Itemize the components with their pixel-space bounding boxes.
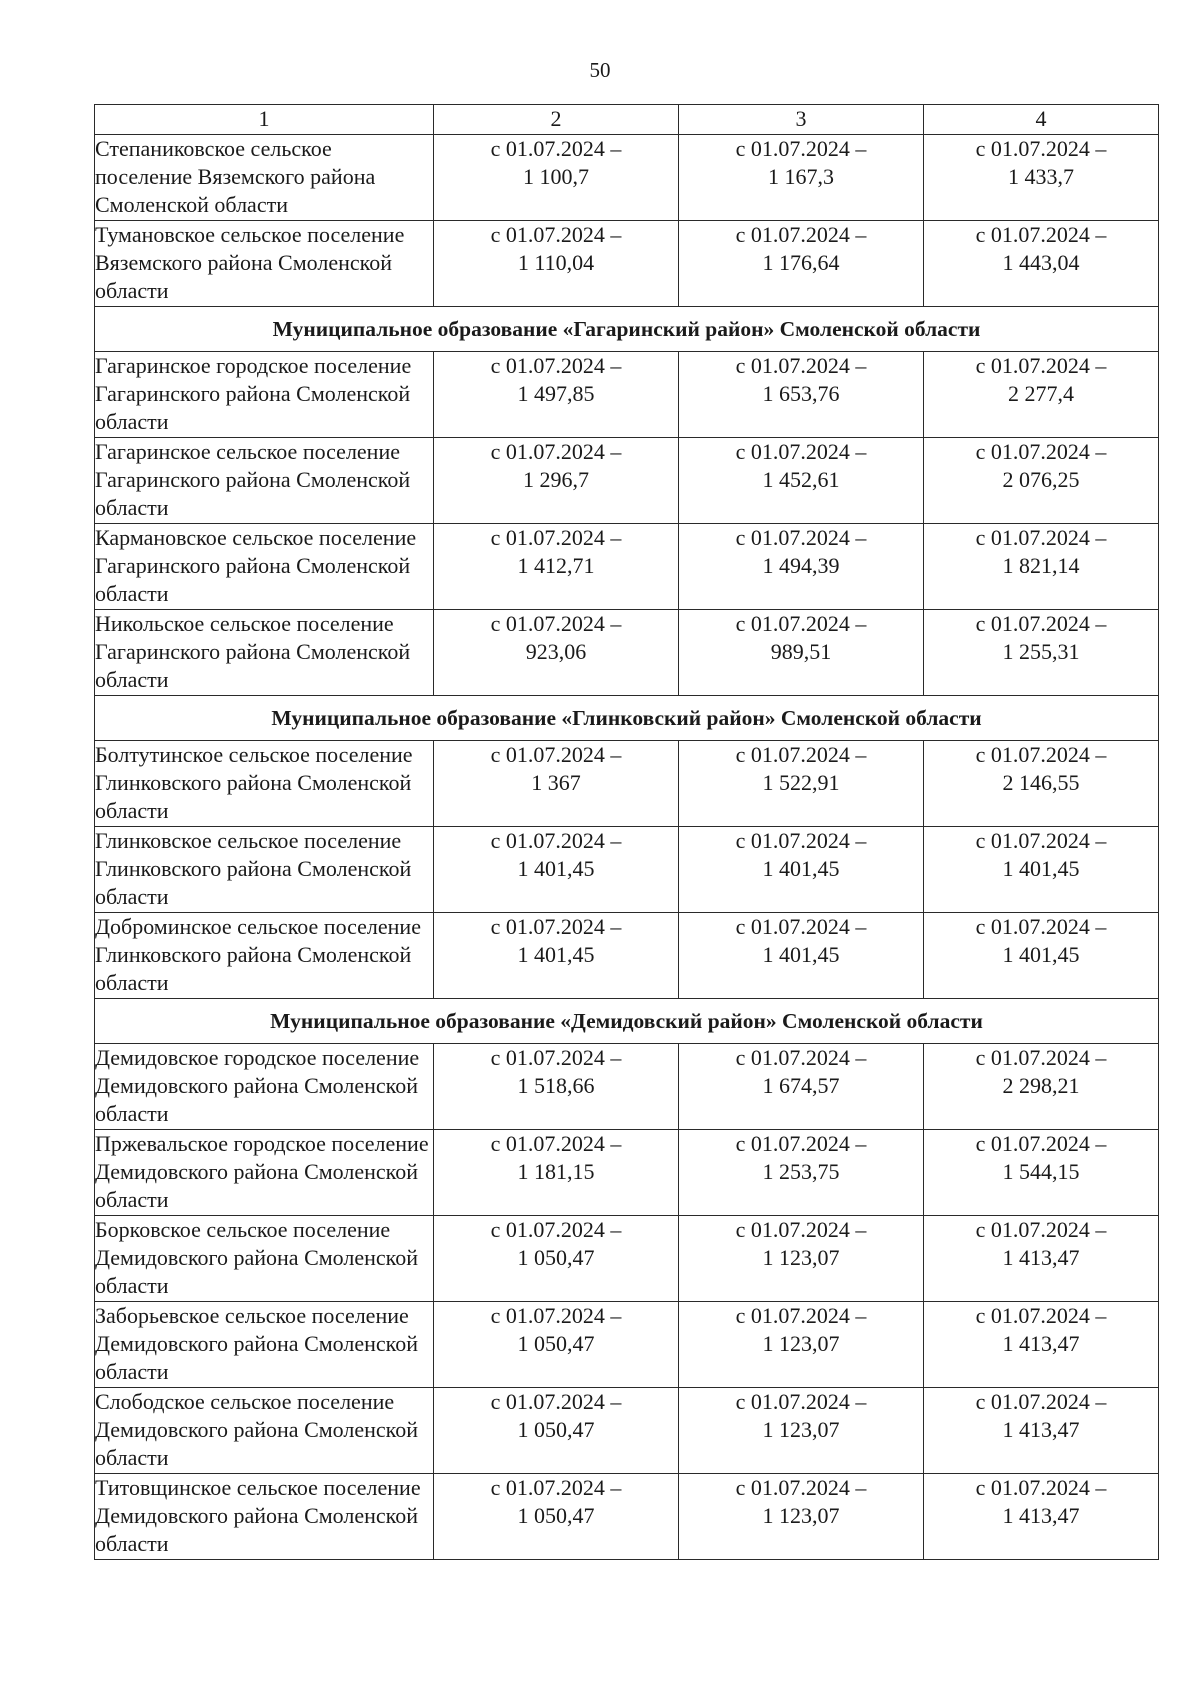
table-row bbox=[95, 438, 1159, 524]
rate-value: 1 821,14 bbox=[1002, 553, 1080, 578]
rate-value: 1 050,47 bbox=[517, 1331, 595, 1356]
effective-date: с 01.07.2024 – bbox=[735, 611, 867, 636]
rate-value: 1 401,45 bbox=[762, 942, 840, 967]
value-cell-col4 bbox=[924, 1302, 1159, 1388]
column-number-4: 4 bbox=[924, 105, 1159, 135]
value-cell-col2 bbox=[434, 827, 679, 913]
table-row bbox=[95, 1388, 1159, 1474]
effective-date: с 01.07.2024 – bbox=[735, 1131, 867, 1156]
rate-value: 1 255,31 bbox=[1002, 639, 1080, 664]
value-cell-col3 bbox=[679, 827, 924, 913]
effective-date: с 01.07.2024 – bbox=[490, 1475, 622, 1500]
value-cell-col4 bbox=[924, 1474, 1159, 1560]
effective-date: с 01.07.2024 – bbox=[490, 828, 622, 853]
effective-date: с 01.07.2024 – bbox=[975, 611, 1107, 636]
effective-date: с 01.07.2024 – bbox=[735, 1217, 867, 1242]
value-cell-col2 bbox=[434, 352, 679, 438]
effective-date: с 01.07.2024 – bbox=[490, 222, 622, 247]
value-cell-col2 bbox=[434, 741, 679, 827]
rate-value: 1 296,7 bbox=[523, 467, 589, 492]
effective-date: с 01.07.2024 – bbox=[490, 1045, 622, 1070]
effective-date: с 01.07.2024 – bbox=[735, 1389, 867, 1414]
rate-value: 1 522,91 bbox=[762, 770, 840, 795]
rate-value: 1 050,47 bbox=[517, 1245, 595, 1270]
rate-value: 1 674,57 bbox=[762, 1073, 840, 1098]
settlement-name: Тумановское сельское поселение Вяземского района Смоленской области bbox=[95, 221, 434, 307]
value-cell-col4 bbox=[924, 221, 1159, 307]
value-cell-col2 bbox=[434, 1216, 679, 1302]
rate-value: 1 123,07 bbox=[762, 1331, 840, 1356]
settlement-name: Пржевальское городское поселение Демидовского района Смоленской области bbox=[95, 1130, 434, 1216]
rate-value: 1 100,7 bbox=[523, 164, 589, 189]
rate-value: 1 653,76 bbox=[762, 381, 840, 406]
rate-value: 1 167,3 bbox=[768, 164, 834, 189]
table-row bbox=[95, 913, 1159, 999]
rate-value: 1 544,15 bbox=[1002, 1159, 1080, 1184]
rate-value: 1 401,45 bbox=[762, 856, 840, 881]
column-number-3: 3 bbox=[679, 105, 924, 135]
rate-value: 1 433,7 bbox=[1008, 164, 1074, 189]
value-cell-col3 bbox=[679, 1130, 924, 1216]
value-cell-col3 bbox=[679, 1044, 924, 1130]
effective-date: с 01.07.2024 – bbox=[735, 1045, 867, 1070]
value-cell-col3 bbox=[679, 913, 924, 999]
effective-date: с 01.07.2024 – bbox=[735, 1303, 867, 1328]
section-title: Муниципальное образование «Демидовский район» Смоленской области bbox=[95, 999, 1159, 1044]
settlement-name: Доброминское сельское поселение Глинковского района Смоленской области bbox=[95, 913, 434, 999]
effective-date: с 01.07.2024 – bbox=[975, 1303, 1107, 1328]
effective-date: с 01.07.2024 – bbox=[735, 439, 867, 464]
rate-value: 2 277,4 bbox=[1008, 381, 1074, 406]
page-number: 50 bbox=[589, 58, 611, 82]
effective-date: с 01.07.2024 – bbox=[975, 439, 1107, 464]
rate-value: 1 110,04 bbox=[517, 250, 595, 275]
effective-date: с 01.07.2024 – bbox=[735, 136, 867, 161]
rate-value: 1 401,45 bbox=[517, 942, 595, 967]
settlement-name: Болтутинское сельское поселение Глинковского района Смоленской области bbox=[95, 741, 434, 827]
effective-date: с 01.07.2024 – bbox=[975, 136, 1107, 161]
effective-date: с 01.07.2024 – bbox=[490, 611, 622, 636]
table-row bbox=[95, 221, 1159, 307]
settlement-name: Слободское сельское поселение Демидовского района Смоленской области bbox=[95, 1388, 434, 1474]
rate-value: 1 443,04 bbox=[1002, 250, 1080, 275]
rate-value: 1 050,47 bbox=[517, 1503, 595, 1528]
effective-date: с 01.07.2024 – bbox=[975, 1475, 1107, 1500]
value-cell-col3 bbox=[679, 1474, 924, 1560]
value-cell-col4 bbox=[924, 438, 1159, 524]
value-cell-col2 bbox=[434, 913, 679, 999]
effective-date: с 01.07.2024 – bbox=[490, 525, 622, 550]
effective-date: с 01.07.2024 – bbox=[735, 222, 867, 247]
section-title: Муниципальное образование «Гагаринский район» Смоленской области bbox=[95, 307, 1159, 352]
value-cell-col2 bbox=[434, 221, 679, 307]
rate-value: 989,51 bbox=[770, 639, 832, 664]
effective-date: с 01.07.2024 – bbox=[975, 1131, 1107, 1156]
value-cell-col2 bbox=[434, 610, 679, 696]
table-row bbox=[95, 524, 1159, 610]
effective-date: с 01.07.2024 – bbox=[975, 1389, 1107, 1414]
rate-value: 1 494,39 bbox=[762, 553, 840, 578]
rate-value: 1 413,47 bbox=[1002, 1245, 1080, 1270]
value-cell-col3 bbox=[679, 741, 924, 827]
rate-value: 1 412,71 bbox=[517, 553, 595, 578]
rate-value: 1 401,45 bbox=[1002, 942, 1080, 967]
value-cell-col4 bbox=[924, 610, 1159, 696]
effective-date: с 01.07.2024 – bbox=[490, 1389, 622, 1414]
settlement-name: Никольское сельское поселение Гагаринского района Смоленской области bbox=[95, 610, 434, 696]
column-number-2: 2 bbox=[434, 105, 679, 135]
effective-date: с 01.07.2024 – bbox=[975, 353, 1107, 378]
rate-value: 1 452,61 bbox=[762, 467, 840, 492]
effective-date: с 01.07.2024 – bbox=[490, 1217, 622, 1242]
rate-value: 1 518,66 bbox=[517, 1073, 595, 1098]
table-row bbox=[95, 1044, 1159, 1130]
settlement-name: Борковское сельское поселение Демидовского района Смоленской области bbox=[95, 1216, 434, 1302]
settlement-name: Гагаринское городское поселение Гагаринского района Смоленской области bbox=[95, 352, 434, 438]
section-title: Муниципальное образование «Глинковский район» Смоленской области bbox=[95, 696, 1159, 741]
value-cell-col2 bbox=[434, 1388, 679, 1474]
rate-value: 1 367 bbox=[531, 770, 581, 795]
rate-value: 1 123,07 bbox=[762, 1503, 840, 1528]
value-cell-col4 bbox=[924, 1130, 1159, 1216]
effective-date: с 01.07.2024 – bbox=[735, 353, 867, 378]
value-cell-col3 bbox=[679, 1216, 924, 1302]
table-row bbox=[95, 1474, 1159, 1560]
section-header-row bbox=[95, 999, 1159, 1044]
value-cell-col4 bbox=[924, 741, 1159, 827]
effective-date: с 01.07.2024 – bbox=[975, 828, 1107, 853]
value-cell-col3 bbox=[679, 610, 924, 696]
value-cell-col2 bbox=[434, 524, 679, 610]
value-cell-col2 bbox=[434, 1302, 679, 1388]
value-cell-col2 bbox=[434, 1044, 679, 1130]
settlement-name: Заборьевское сельское поселение Демидовского района Смоленской области bbox=[95, 1302, 434, 1388]
table-row bbox=[95, 352, 1159, 438]
settlement-name: Демидовское городское поселение Демидовского района Смоленской области bbox=[95, 1044, 434, 1130]
value-cell-col4 bbox=[924, 827, 1159, 913]
settlement-name: Титовщинское сельское поселение Демидовского района Смоленской области bbox=[95, 1474, 434, 1560]
value-cell-col2 bbox=[434, 438, 679, 524]
settlement-name: Кармановское сельское поселение Гагаринского района Смоленской области bbox=[95, 524, 434, 610]
rate-value: 2 076,25 bbox=[1002, 467, 1080, 492]
rate-value: 2 146,55 bbox=[1002, 770, 1080, 795]
section-header-row bbox=[95, 307, 1159, 352]
table-row bbox=[95, 1302, 1159, 1388]
rate-value: 1 181,15 bbox=[517, 1159, 595, 1184]
value-cell-col4 bbox=[924, 352, 1159, 438]
effective-date: с 01.07.2024 – bbox=[735, 742, 867, 767]
rate-value: 1 413,47 bbox=[1002, 1503, 1080, 1528]
table-row bbox=[95, 741, 1159, 827]
rate-value: 1 176,64 bbox=[762, 250, 840, 275]
value-cell-col3 bbox=[679, 352, 924, 438]
tariff-table bbox=[94, 104, 1159, 1560]
rate-value: 1 050,47 bbox=[517, 1417, 595, 1442]
table-row bbox=[95, 135, 1159, 221]
rate-value: 1 123,07 bbox=[762, 1245, 840, 1270]
effective-date: с 01.07.2024 – bbox=[975, 525, 1107, 550]
value-cell-col3 bbox=[679, 524, 924, 610]
effective-date: с 01.07.2024 – bbox=[975, 914, 1107, 939]
effective-date: с 01.07.2024 – bbox=[735, 525, 867, 550]
value-cell-col4 bbox=[924, 1216, 1159, 1302]
effective-date: с 01.07.2024 – bbox=[735, 828, 867, 853]
value-cell-col2 bbox=[434, 135, 679, 221]
rate-value: 1 123,07 bbox=[762, 1417, 840, 1442]
value-cell-col4 bbox=[924, 1388, 1159, 1474]
effective-date: с 01.07.2024 – bbox=[490, 136, 622, 161]
effective-date: с 01.07.2024 – bbox=[490, 914, 622, 939]
effective-date: с 01.07.2024 – bbox=[975, 1217, 1107, 1242]
value-cell-col4 bbox=[924, 913, 1159, 999]
effective-date: с 01.07.2024 – bbox=[735, 914, 867, 939]
settlement-name: Степаниковское сельское поселение Вяземского района Смоленской области bbox=[95, 135, 434, 221]
effective-date: с 01.07.2024 – bbox=[490, 439, 622, 464]
table-row bbox=[95, 827, 1159, 913]
table-row bbox=[95, 1130, 1159, 1216]
value-cell-col2 bbox=[434, 1474, 679, 1560]
value-cell-col4 bbox=[924, 1044, 1159, 1130]
value-cell-col3 bbox=[679, 135, 924, 221]
value-cell-col4 bbox=[924, 135, 1159, 221]
effective-date: с 01.07.2024 – bbox=[490, 1131, 622, 1156]
value-cell-col3 bbox=[679, 221, 924, 307]
table-row bbox=[95, 1216, 1159, 1302]
effective-date: с 01.07.2024 – bbox=[975, 1045, 1107, 1070]
column-number-row bbox=[95, 105, 1159, 135]
settlement-name: Гагаринское сельское поселение Гагаринского района Смоленской области bbox=[95, 438, 434, 524]
value-cell-col3 bbox=[679, 1302, 924, 1388]
rate-value: 1 253,75 bbox=[762, 1159, 840, 1184]
column-number-1: 1 bbox=[95, 105, 434, 135]
effective-date: с 01.07.2024 – bbox=[490, 353, 622, 378]
effective-date: с 01.07.2024 – bbox=[975, 742, 1107, 767]
section-header-row bbox=[95, 696, 1159, 741]
value-cell-col2 bbox=[434, 1130, 679, 1216]
effective-date: с 01.07.2024 – bbox=[490, 742, 622, 767]
value-cell-col3 bbox=[679, 1388, 924, 1474]
rate-value: 1 413,47 bbox=[1002, 1417, 1080, 1442]
value-cell-col3 bbox=[679, 438, 924, 524]
rate-value: 2 298,21 bbox=[1002, 1073, 1080, 1098]
value-cell-col4 bbox=[924, 524, 1159, 610]
effective-date: с 01.07.2024 – bbox=[975, 222, 1107, 247]
rate-value: 923,06 bbox=[525, 639, 587, 664]
rate-value: 1 497,85 bbox=[517, 381, 595, 406]
settlement-name: Глинковское сельское поселение Глинковского района Смоленской области bbox=[95, 827, 434, 913]
effective-date: с 01.07.2024 – bbox=[735, 1475, 867, 1500]
rate-value: 1 401,45 bbox=[517, 856, 595, 881]
rate-value: 1 413,47 bbox=[1002, 1331, 1080, 1356]
table-row bbox=[95, 610, 1159, 696]
effective-date: с 01.07.2024 – bbox=[490, 1303, 622, 1328]
rate-value: 1 401,45 bbox=[1002, 856, 1080, 881]
